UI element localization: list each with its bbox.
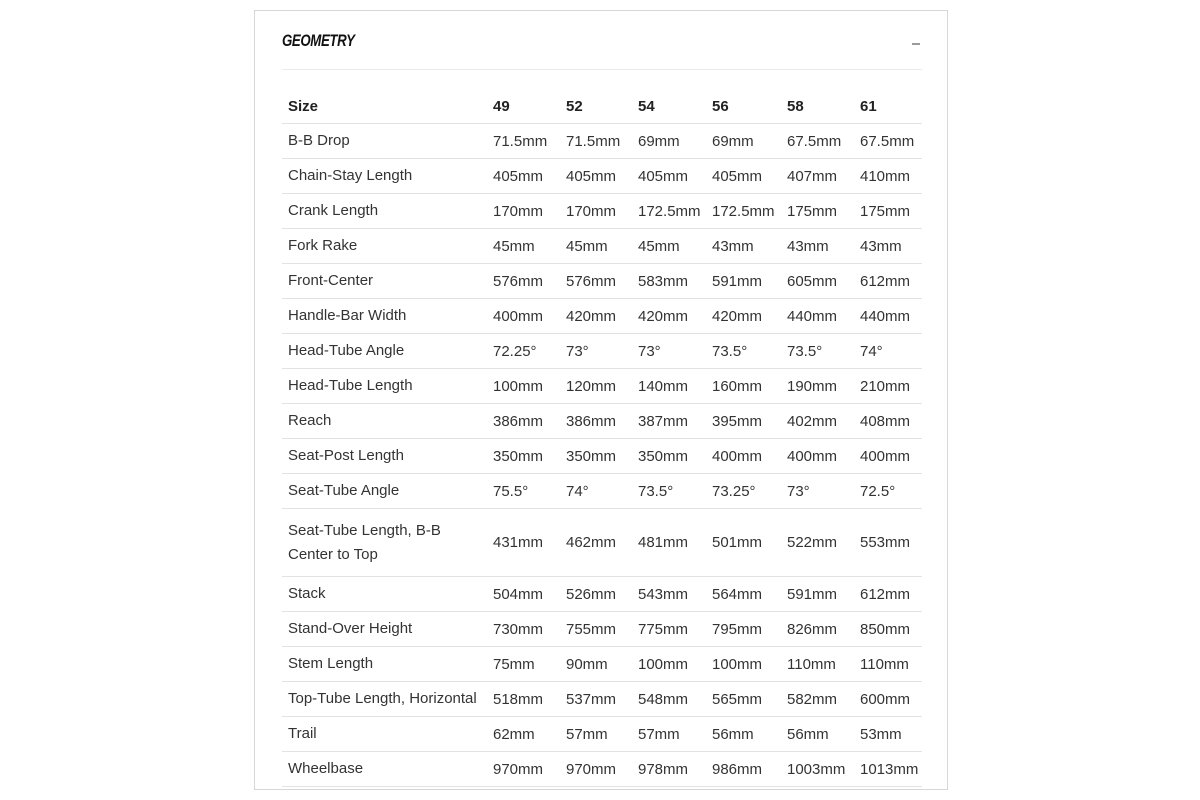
table-cell: 43mm xyxy=(781,229,854,264)
table-row xyxy=(282,124,922,159)
row-label: Stack xyxy=(282,577,487,612)
minus-icon[interactable] xyxy=(912,43,920,45)
table-cell: 45mm xyxy=(487,229,560,264)
table-cell: 576mm xyxy=(487,264,560,299)
table-cell: 53mm xyxy=(854,717,922,752)
table-row xyxy=(282,474,922,509)
table-cell: 110mm xyxy=(781,647,854,682)
table-row xyxy=(282,682,922,717)
table-cell: 537mm xyxy=(560,682,632,717)
table-cell: 175mm xyxy=(854,194,922,229)
table-cell: 395mm xyxy=(706,404,781,439)
table-cell: 591mm xyxy=(781,577,854,612)
table-row xyxy=(282,647,922,682)
table-cell: 440mm xyxy=(781,299,854,334)
table-cell: 576mm xyxy=(560,264,632,299)
row-label: Head-Tube Angle xyxy=(282,334,487,369)
table-cell: 73.25° xyxy=(706,474,781,509)
table-cell: 405mm xyxy=(487,159,560,194)
table-cell: 612mm xyxy=(854,577,922,612)
table-cell: 986mm xyxy=(706,752,781,787)
table-cell: 548mm xyxy=(632,682,706,717)
table-cell: 75.5° xyxy=(487,474,560,509)
table-cell: 72.25° xyxy=(487,334,560,369)
table-cell: 140mm xyxy=(632,369,706,404)
table-row xyxy=(282,229,922,264)
column-header: 61 xyxy=(854,89,922,124)
table-cell: 553mm xyxy=(854,509,922,577)
table-cell: 100mm xyxy=(706,647,781,682)
table-cell: 431mm xyxy=(487,509,560,577)
table-cell: 400mm xyxy=(487,299,560,334)
table-cell: 69mm xyxy=(632,124,706,159)
table-cell: 420mm xyxy=(560,299,632,334)
table-cell: 73° xyxy=(632,334,706,369)
table-row xyxy=(282,194,922,229)
table-cell: 175mm xyxy=(781,194,854,229)
table-cell: 67.5mm xyxy=(781,124,854,159)
table-cell: 57mm xyxy=(632,717,706,752)
table-cell: 73.5° xyxy=(632,474,706,509)
table-cell: 591mm xyxy=(706,264,781,299)
table-cell: 350mm xyxy=(560,439,632,474)
table-cell: 978mm xyxy=(632,752,706,787)
table-cell: 462mm xyxy=(560,509,632,577)
column-header: 56 xyxy=(706,89,781,124)
table-cell: 410mm xyxy=(854,159,922,194)
table-row xyxy=(282,577,922,612)
table-cell: 120mm xyxy=(560,369,632,404)
table-cell: 73° xyxy=(781,474,854,509)
table-cell: 481mm xyxy=(632,509,706,577)
table-row xyxy=(282,369,922,404)
table-cell: 110mm xyxy=(854,647,922,682)
row-label: Seat-Post Length xyxy=(282,439,487,474)
table-cell: 775mm xyxy=(632,612,706,647)
row-label: Wheelbase xyxy=(282,752,487,787)
table-cell: 56mm xyxy=(706,717,781,752)
column-header: Size xyxy=(282,89,487,124)
table-row xyxy=(282,612,922,647)
row-label: Fork Rake xyxy=(282,229,487,264)
row-label: Head-Tube Length xyxy=(282,369,487,404)
table-row xyxy=(282,264,922,299)
table-cell: 43mm xyxy=(854,229,922,264)
table-row xyxy=(282,752,922,787)
table-cell: 400mm xyxy=(781,439,854,474)
row-label: Top-Tube Length, Horizontal xyxy=(282,682,487,717)
table-cell: 501mm xyxy=(706,509,781,577)
table-cell: 386mm xyxy=(560,404,632,439)
row-label: B-B Drop xyxy=(282,124,487,159)
table-body xyxy=(282,124,922,787)
table-row xyxy=(282,299,922,334)
table-row xyxy=(282,717,922,752)
table-cell: 526mm xyxy=(560,577,632,612)
table-row xyxy=(282,159,922,194)
table-cell: 795mm xyxy=(706,612,781,647)
table-cell: 74° xyxy=(854,334,922,369)
table-row xyxy=(282,334,922,369)
table-cell: 170mm xyxy=(560,194,632,229)
table-cell: 75mm xyxy=(487,647,560,682)
table-cell: 543mm xyxy=(632,577,706,612)
table-cell: 73.5° xyxy=(781,334,854,369)
table-cell: 100mm xyxy=(487,369,560,404)
table-cell: 350mm xyxy=(632,439,706,474)
table-cell: 402mm xyxy=(781,404,854,439)
table-cell: 71.5mm xyxy=(560,124,632,159)
table-cell: 405mm xyxy=(706,159,781,194)
row-label: Crank Length xyxy=(282,194,487,229)
column-header: 54 xyxy=(632,89,706,124)
table-cell: 522mm xyxy=(781,509,854,577)
table-cell: 73° xyxy=(560,334,632,369)
table-cell: 67.5mm xyxy=(854,124,922,159)
table-cell: 190mm xyxy=(781,369,854,404)
table-cell: 420mm xyxy=(632,299,706,334)
column-header: 49 xyxy=(487,89,560,124)
column-header: 58 xyxy=(781,89,854,124)
column-header: 52 xyxy=(560,89,632,124)
table-cell: 69mm xyxy=(706,124,781,159)
table-cell: 72.5° xyxy=(854,474,922,509)
row-label: Seat-Tube Angle xyxy=(282,474,487,509)
table-cell: 100mm xyxy=(632,647,706,682)
table-cell: 408mm xyxy=(854,404,922,439)
table-cell: 850mm xyxy=(854,612,922,647)
table-cell: 518mm xyxy=(487,682,560,717)
table-row xyxy=(282,509,922,577)
section-title: GEOMETRY xyxy=(282,31,355,50)
table-cell: 612mm xyxy=(854,264,922,299)
table-cell: 440mm xyxy=(854,299,922,334)
row-label: Front-Center xyxy=(282,264,487,299)
table-cell: 90mm xyxy=(560,647,632,682)
table-cell: 71.5mm xyxy=(487,124,560,159)
table-cell: 826mm xyxy=(781,612,854,647)
table-cell: 400mm xyxy=(854,439,922,474)
table-cell: 210mm xyxy=(854,369,922,404)
table-cell: 172.5mm xyxy=(706,194,781,229)
table-cell: 160mm xyxy=(706,369,781,404)
table-cell: 730mm xyxy=(487,612,560,647)
table-cell: 564mm xyxy=(706,577,781,612)
table-cell: 565mm xyxy=(706,682,781,717)
table-cell: 582mm xyxy=(781,682,854,717)
table-cell: 755mm xyxy=(560,612,632,647)
table-cell: 57mm xyxy=(560,717,632,752)
table-row xyxy=(282,439,922,474)
table-cell: 504mm xyxy=(487,577,560,612)
table-cell: 405mm xyxy=(632,159,706,194)
table-cell: 970mm xyxy=(487,752,560,787)
row-label: Stem Length xyxy=(282,647,487,682)
table-cell: 172.5mm xyxy=(632,194,706,229)
row-label: Handle-Bar Width xyxy=(282,299,487,334)
table-cell: 73.5° xyxy=(706,334,781,369)
table-cell: 970mm xyxy=(560,752,632,787)
table-cell: 45mm xyxy=(632,229,706,264)
table-cell: 420mm xyxy=(706,299,781,334)
geometry-table xyxy=(282,89,922,787)
table-cell: 56mm xyxy=(781,717,854,752)
table-cell: 1003mm xyxy=(781,752,854,787)
table-cell: 600mm xyxy=(854,682,922,717)
table-cell: 387mm xyxy=(632,404,706,439)
table-cell: 605mm xyxy=(781,264,854,299)
geometry-section-header[interactable] xyxy=(282,25,922,70)
geometry-panel xyxy=(254,10,948,790)
row-label: Seat-Tube Length, B-B Center to Top xyxy=(282,509,487,577)
table-cell: 62mm xyxy=(487,717,560,752)
table-cell: 400mm xyxy=(706,439,781,474)
table-cell: 583mm xyxy=(632,264,706,299)
row-label: Stand-Over Height xyxy=(282,612,487,647)
table-cell: 386mm xyxy=(487,404,560,439)
table-cell: 74° xyxy=(560,474,632,509)
table-cell: 407mm xyxy=(781,159,854,194)
table-cell: 170mm xyxy=(487,194,560,229)
table-cell: 350mm xyxy=(487,439,560,474)
table-cell: 1013mm xyxy=(854,752,922,787)
table-cell: 43mm xyxy=(706,229,781,264)
table-row xyxy=(282,404,922,439)
row-label: Chain-Stay Length xyxy=(282,159,487,194)
row-label: Trail xyxy=(282,717,487,752)
row-label: Reach xyxy=(282,404,487,439)
table-cell: 45mm xyxy=(560,229,632,264)
table-cell: 405mm xyxy=(560,159,632,194)
table-header-row xyxy=(282,89,922,124)
